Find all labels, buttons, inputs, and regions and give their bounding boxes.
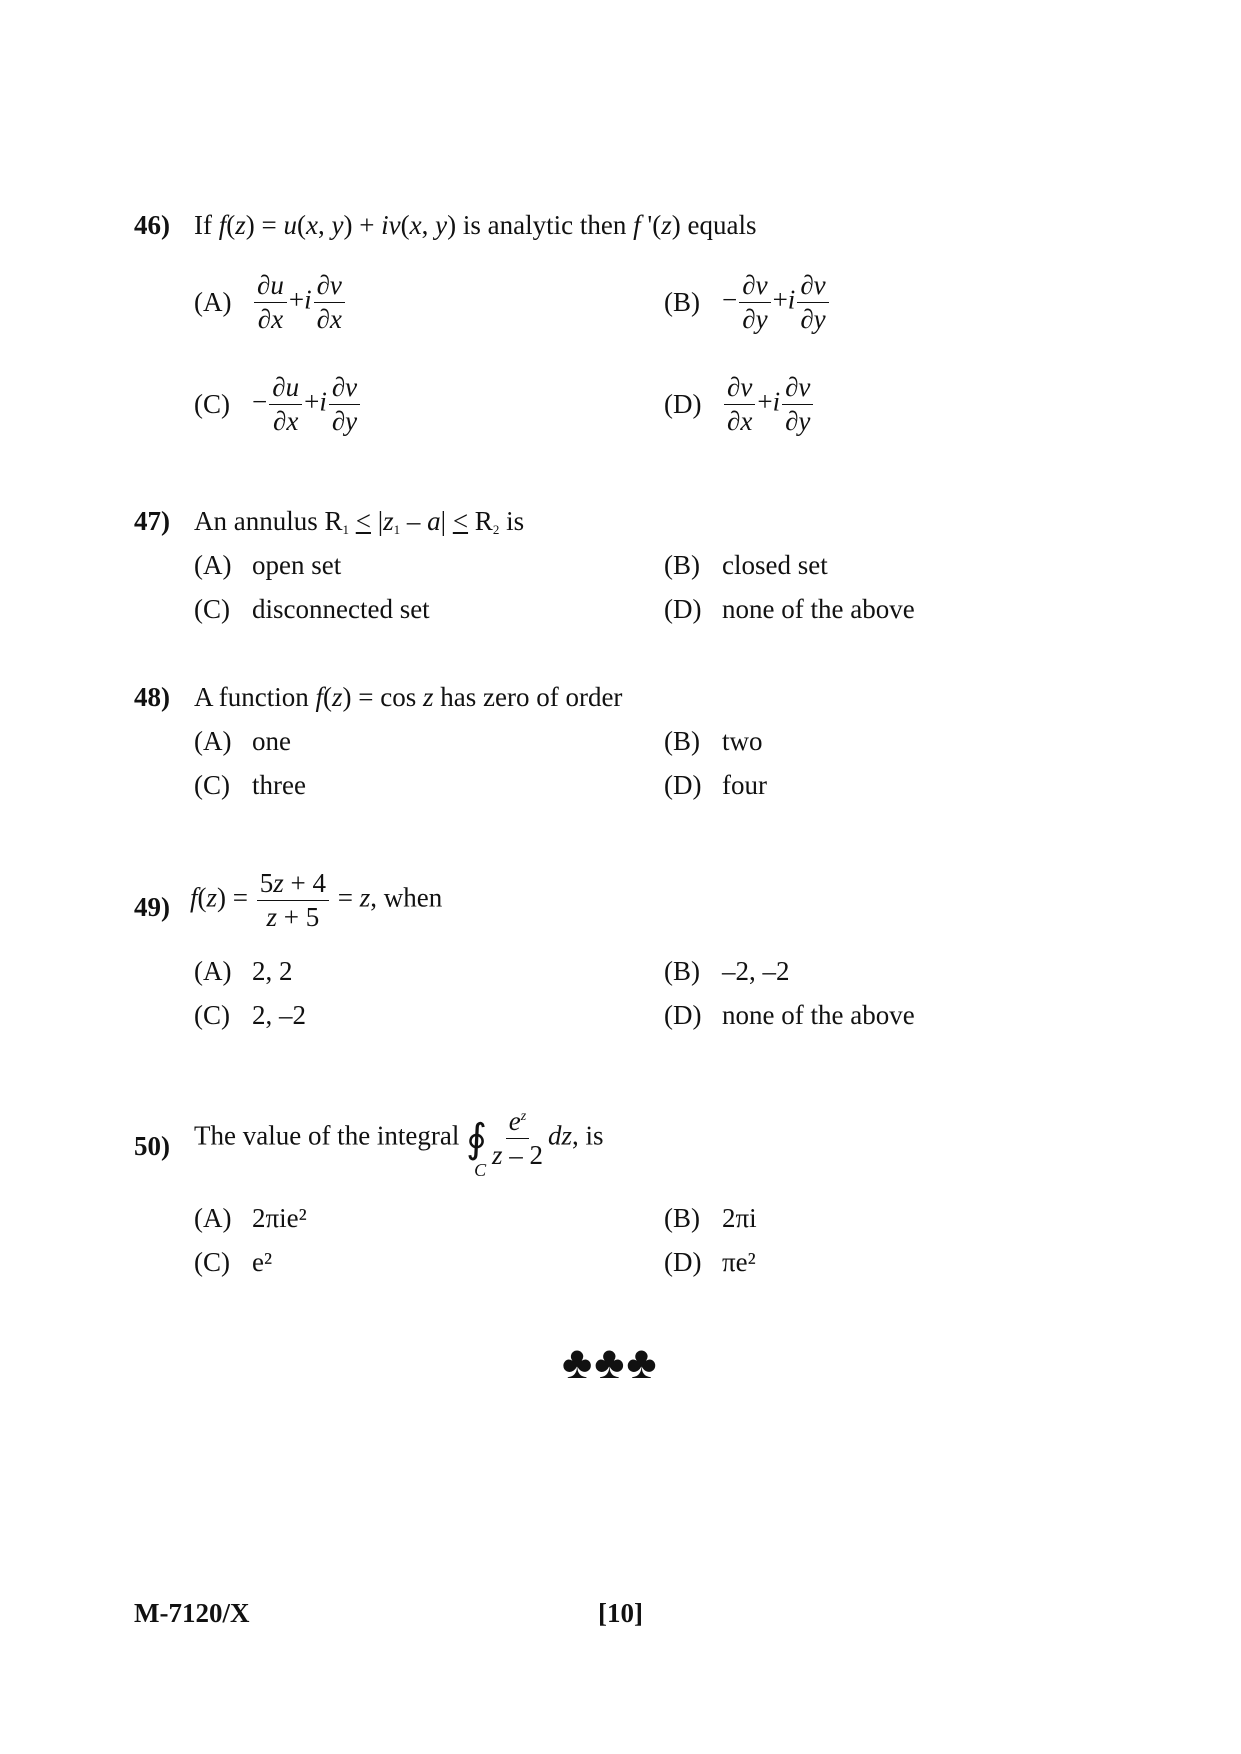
option-label: (C) xyxy=(194,770,230,800)
option-label: (B) xyxy=(664,287,700,317)
q47-option-a[interactable] xyxy=(194,552,341,579)
option-label: (A) xyxy=(194,956,232,986)
q48-option-a[interactable] xyxy=(194,728,291,755)
option-text: –2, –2 xyxy=(722,956,790,986)
option-text: πe² xyxy=(722,1247,756,1277)
q49-number: 49) xyxy=(134,892,170,922)
option-label: (D) xyxy=(664,594,702,624)
option-label: (D) xyxy=(664,1000,702,1030)
q47-option-d[interactable] xyxy=(664,596,915,623)
option-text: 2πie² xyxy=(252,1203,307,1233)
option-label: (D) xyxy=(664,389,702,419)
option-label: (A) xyxy=(194,726,232,756)
paper-code: M-7120/X xyxy=(134,1598,250,1628)
option-label: (C) xyxy=(194,389,230,419)
q50-option-c[interactable] xyxy=(194,1249,272,1276)
option-label: (C) xyxy=(194,1247,230,1277)
q46-option-b[interactable]: (B) − $\frac{\partial v}{\partial y}$ +i $\frac{\partial v}{\partial y}$ xyxy=(664,272,831,333)
q49-option-d[interactable] xyxy=(664,1002,915,1029)
option-label: (C) xyxy=(194,1000,230,1030)
q50-number: 50) xyxy=(134,1131,170,1161)
option-text: closed set xyxy=(722,550,828,580)
club-ornament-icon: ♣♣♣ xyxy=(562,1337,659,1388)
option-text: none of the above xyxy=(722,594,915,624)
option-label: (A) xyxy=(194,287,232,317)
q46-option-d[interactable]: (D) $\frac{\partial v}{\partial x}$ +i $\frac{\partial v}{\partial y}$ xyxy=(664,374,815,435)
q47-number: 47) xyxy=(134,506,170,536)
option-label: (B) xyxy=(664,726,700,756)
option-label: (B) xyxy=(664,1203,700,1233)
option-text: one xyxy=(252,726,291,756)
q49-option-c[interactable] xyxy=(194,1002,306,1029)
page-number: [10] xyxy=(598,1598,643,1628)
q47-option-c[interactable] xyxy=(194,596,430,623)
option-text: three xyxy=(252,770,306,800)
option-label: (D) xyxy=(664,1247,702,1277)
q46-option-c[interactable]: (C) − $\frac{\partial u}{\partial x}$ +i $\frac{\partial v}{\partial y}$ xyxy=(194,374,362,435)
option-text: e² xyxy=(252,1247,273,1277)
q48-number: 48) xyxy=(134,682,170,712)
option-text: disconnected set xyxy=(252,594,430,624)
option-text: none of the above xyxy=(722,1000,915,1030)
q48-option-b[interactable] xyxy=(664,728,763,755)
q48-option-c[interactable] xyxy=(194,772,306,799)
option-label: (D) xyxy=(664,770,702,800)
q48-text: A function f(z) = cos z has zero of order xyxy=(194,682,623,712)
option-label: (C) xyxy=(194,594,230,624)
q46-text: If f(z) = u(x, y) + iv(x, y) is analytic then f '(z) equals xyxy=(194,210,757,240)
q50-option-a[interactable] xyxy=(194,1205,307,1232)
option-label: (A) xyxy=(194,550,232,580)
q49-text: f(z) = $\frac{5z + 4}{z + 5}$ = z, when xyxy=(190,868,443,932)
q46-number: 46) xyxy=(134,210,170,240)
option-text: two xyxy=(722,726,763,756)
q49-option-a[interactable] xyxy=(194,958,293,985)
q50-text: The value of the integral ∮ C $\frac{e^z}{z - 2}$ dz, is xyxy=(194,1106,604,1180)
q47-option-b[interactable] xyxy=(664,552,828,579)
option-text: 2πi xyxy=(722,1203,757,1233)
option-text: open set xyxy=(252,550,342,580)
q50-option-b[interactable] xyxy=(664,1205,757,1232)
q46-option-a[interactable]: (A) $\frac{\partial u}{\partial x}$ +i $\frac{\partial v}{\partial x}$ xyxy=(194,272,347,333)
option-label: (A) xyxy=(194,1203,232,1233)
option-text: 2, 2 xyxy=(252,956,293,986)
option-label: (B) xyxy=(664,550,700,580)
q50-option-d[interactable] xyxy=(664,1249,756,1276)
q47-text: An annulus $R_1 < |z_1 - a| < R_2$ is xyxy=(194,506,525,537)
option-text: four xyxy=(722,770,767,800)
q49-option-b[interactable] xyxy=(664,958,790,985)
q48-option-d[interactable] xyxy=(664,772,767,799)
option-text: 2, –2 xyxy=(252,1000,306,1030)
option-label: (B) xyxy=(664,956,700,986)
